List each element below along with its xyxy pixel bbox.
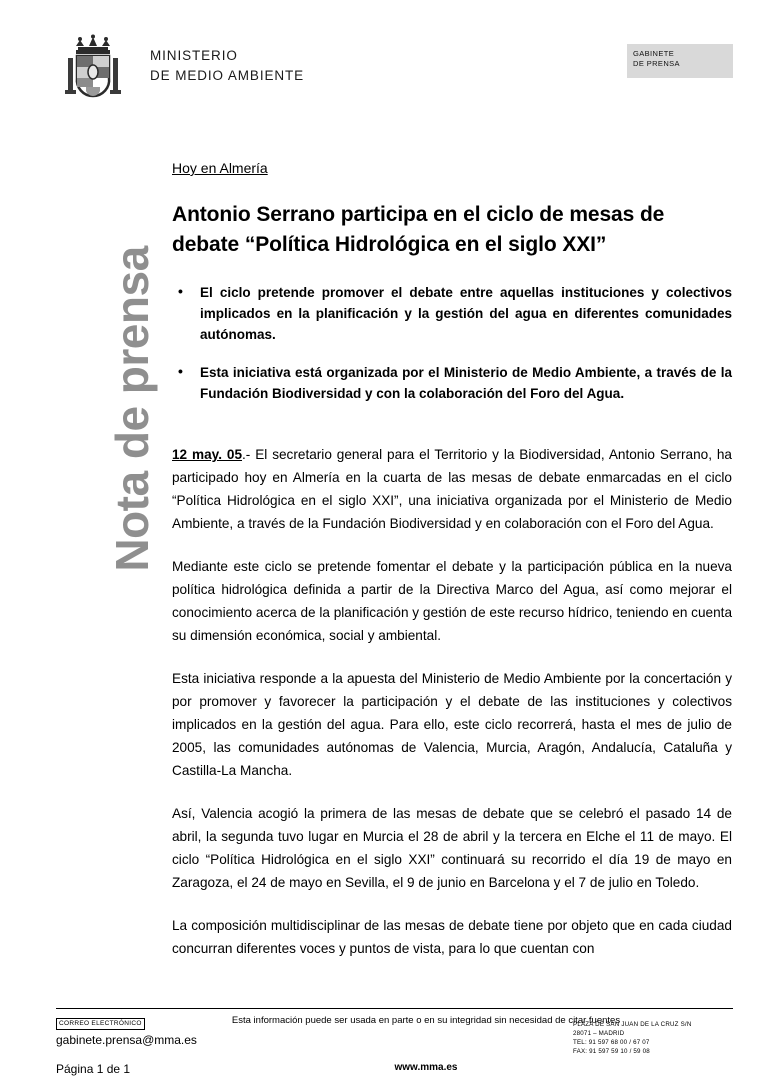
footer-notice: Esta información puede ser usada en parte o en su integridad sin necesidad de citar fuentes (231, 1015, 621, 1026)
paragraph-lead (172, 443, 732, 535)
paragraph: Así, Valencia acogió la primera de las mesas de debate que se celebró el pasado 14 de abril, la segunda tuvo lugar en Murcia el 28 de abril y la tercera en Elche el 11 de mayo. El ciclo “Política Hidrológica en el siglo XXI” continuará su recorrido el día 19 de mayo en Zaragoza, el 24 de mayo en Sevilla, el 9 de junio en Barcelona y el 7 de julio en Toledo. (172, 806, 732, 890)
ministry-line-2: DE MEDIO AMBIENTE (150, 68, 305, 83)
highlights-list (172, 282, 732, 404)
ministry-name (150, 46, 304, 86)
ministry-line-1: MINISTERIO (150, 48, 238, 63)
document-body (172, 160, 732, 980)
document-footer (56, 1012, 733, 1082)
spain-coat-of-arms-icon (62, 34, 124, 102)
press-office-line-1: GABINETE (633, 49, 675, 58)
footer-website[interactable]: www.mma.es (394, 1062, 458, 1073)
footer-contact (56, 1012, 236, 1048)
spacer (172, 421, 732, 443)
paragraph: Mediante este ciclo se pretende fomentar el debate y la participación pública en la nueva política hidrológica definida a partir de la Directiva Marco del Agua, así como mejorar el conocimiento acerca de la planificación y gestión de este recurso hídrico, teniendo en cuenta su dimensión económica, social y ambiental. (172, 559, 732, 643)
footer-address (573, 1020, 733, 1056)
press-office-box (627, 44, 733, 78)
address-line-1: PLAZA DE SAN JUAN DE LA CRUZ S/N (573, 1021, 692, 1028)
page-number: Página 1 de 1 (56, 1062, 131, 1076)
dateline: 12 may. 05 (172, 447, 243, 462)
list-item: • El ciclo pretende promover el debate entre aquellas instituciones y colectivos implicados en la planificación y la gestión del agua en diferentes comunidades autónomas. (172, 282, 732, 345)
address-line-4: FAX: 91 597 59 10 / 59 08 (573, 1048, 650, 1055)
page-title: Antonio Serrano participa en el ciclo de mesas de debate “Política Hidrológica en el siglo XXI” (172, 203, 665, 256)
paragraph: La composición multidisciplinar de las mesas de debate tiene por objeto que en cada ciudad concurran diferentes voces y puntos de vista, para lo que cuentan con (172, 918, 732, 956)
list-item: • Esta iniciativa está organizada por el Ministerio de Medio Ambiente, a través de la Fundación Biodiversidad y con la colaboración del Foro del Agua. (172, 362, 732, 404)
footer-divider (56, 1008, 733, 1009)
document-header (62, 34, 733, 104)
press-office-line-2: DE PRENSA (633, 59, 680, 68)
vertical-section-title: Nota de prensa (106, 246, 158, 572)
paragraph-lead-text: .- El secretario general para el Territorio y la Biodiversidad, Antonio Serrano, ha participado hoy en Almería en la cuarta de las mesas de debate enmarcadas en el ciclo “Política Hidrológica en el siglo XXI”, una iniciativa organizada por el Ministerio de Medio Ambiente, a través de la Fundación Biodiversidad y en colaboración con el Foro del Agua. (172, 447, 732, 531)
kicker: Hoy en Almería (172, 160, 268, 176)
address-line-2: 28071 – MADRID (573, 1030, 625, 1037)
paragraph: Esta iniciativa responde a la apuesta del Ministerio de Medio Ambiente por la concertación y por promover y favorecer la participación y el debate de las instituciones y colectivos implicados en la gestión del agua. Para ello, este ciclo recorrerá, hasta el mes de julio de 2005, las comunidades autónomas de Valencia, Murcia, Aragón, Andalucía, Cataluña y Castilla-La Mancha. (172, 671, 732, 778)
address-line-3: TEL: 91 597 68 00 / 67 07 (573, 1039, 650, 1046)
email-label: CORREO ELECTRÓNICO (56, 1018, 145, 1030)
email-address[interactable]: gabinete.prensa@mma.es (56, 1033, 197, 1047)
